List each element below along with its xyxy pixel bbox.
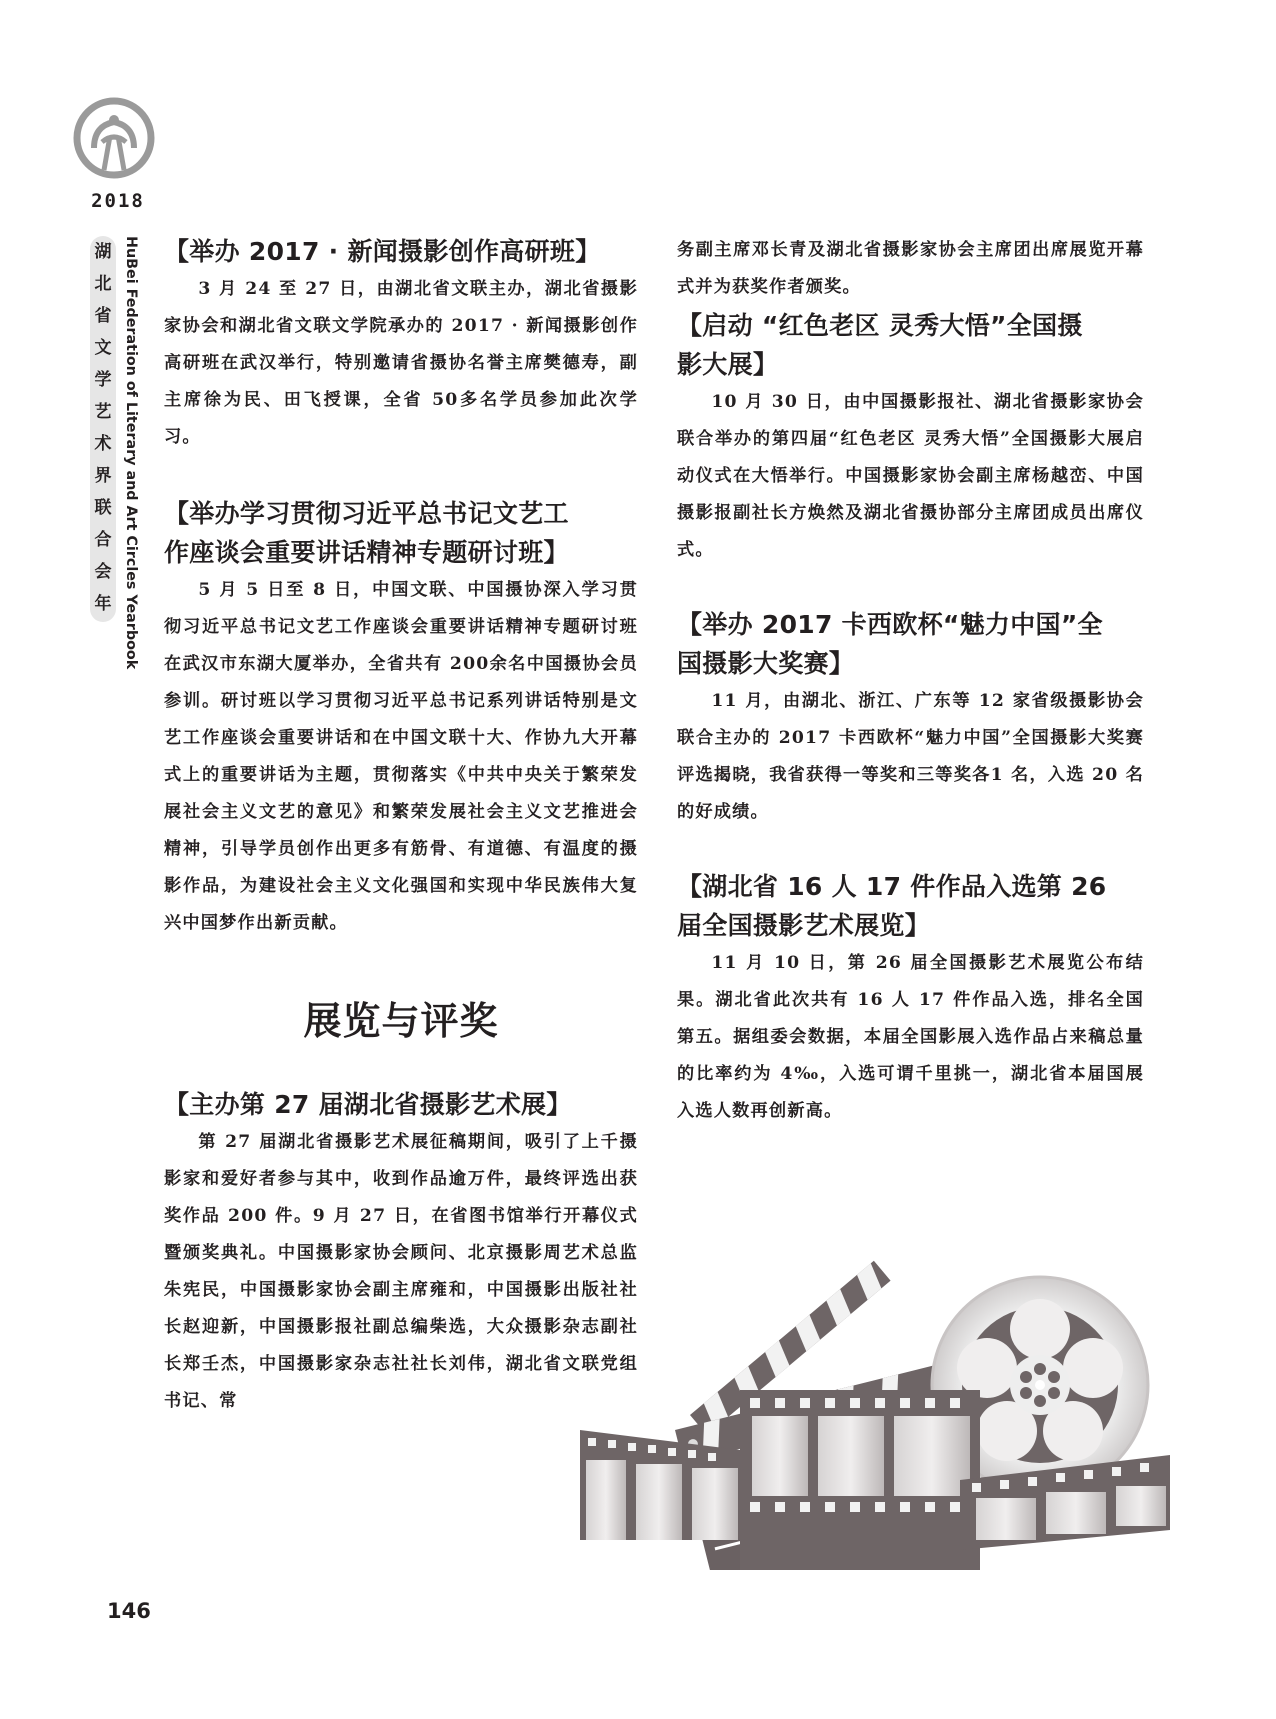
sidebar-char: 术 <box>94 434 112 454</box>
sidebar-title-english-text: HuBei Federation of Literary and Art Circles Yearbook <box>123 236 139 670</box>
sidebar-char: 合 <box>94 530 112 550</box>
article-heading: 【湖北省 16 人 17 件作品入选第 26 届全国摄影艺术展览】 <box>677 872 1107 940</box>
sidebar-char: 文 <box>94 338 112 358</box>
sidebar-char: 学 <box>94 370 112 390</box>
article-paragraph: 10 月 30 日，由中国摄影报社、湖北省摄影家协会联合举办的第四届“红色老区 灵秀大悟”全国摄影大展启动仪式在大悟举行。中国摄影家协会副主席杨越峦、中国摄影报副社长方焕然及湖北省摄协部分主席团成员出席仪式。 <box>677 392 1145 560</box>
sidebar-char: 界 <box>94 466 112 486</box>
article-paragraph: 11 月，由湖北、浙江、广东等 12 家省级摄影协会联合主办的 2017 卡西欧杯“魅力中国”全国摄影大奖赛评选揭晓，我省获得一等奖和三等奖各1 名，入选 20 名的好成绩。 <box>677 691 1145 822</box>
sidebar-char: 省 <box>94 306 112 326</box>
sidebar-char: 会 <box>94 562 112 582</box>
sidebar-char: 湖 <box>94 242 112 262</box>
left-column <box>164 232 638 1420</box>
section-title: 展览与评奖 <box>303 999 499 1043</box>
page-number: 146 <box>107 1599 151 1623</box>
sidebar-char: 联 <box>94 498 112 518</box>
article-heading: 【举办学习贯彻习近平总书记文艺工 作座谈会重要讲话精神专题研讨班】 <box>164 499 569 567</box>
article-paragraph: 3 月 24 至 27 日，由湖北省文联主办，湖北省摄影家协会和湖北省文联文学院承办的 2017 · 新闻摄影创作高研班在武汉举行，特别邀请省摄协名誉主席樊德寿，副主席徐为民、田飞授课，全省 50多名学员参加此次学习。 <box>164 279 638 447</box>
sidebar-char: 北 <box>94 274 112 294</box>
film-clapperboard-reel-filmstrip-icon <box>580 1240 1170 1570</box>
sidebar-char: 艺 <box>94 402 112 422</box>
article-paragraph: 11 月 10 日，第 26 届全国摄影艺术展览公布结果。湖北省此次共有 16 人 17 件作品入选，排名全国第五。据组委会数据，本届全国影展入选作品占来稿总量的比率约为 4‰，入选可谓千里挑一，湖北省本届国展入选人数再创新高。 <box>677 953 1144 1121</box>
yearbook-year: 2018 <box>91 190 145 212</box>
federation-emblem-icon <box>72 96 156 180</box>
article-paragraph: 5 月 5 日至 8 日，中国文联、中国摄协深入学习贯彻习近平总书记文艺工作座谈会重要讲话精神专题研讨班在武汉市东湖大厦举办，全省共有 200余名中国摄协会员参训。研讨班以学习贯彻习近平总书记系列讲话特别是文艺工作座谈会重要讲话和在中国文联十大、作协九大开幕式上的重要讲话为主题，贯彻落实《中共中央关于繁荣发展社会主义文艺的意见》和繁荣发展社会主义文艺推进会精神，引导学员创作出更多有筋骨、有道德、有温度的摄影作品，为建设社会主义文化强国和实现中华民族伟大复兴中国梦作出新贡献。 <box>164 580 639 933</box>
article-heading: 【启动 “红色老区 灵秀大悟”全国摄 影大展】 <box>677 311 1083 379</box>
article-paragraph-continued: 务副主席邓长青及湖北省摄影家协会主席团出席展览开幕式并为获奖作者颁奖。 <box>677 240 1144 297</box>
article-paragraph: 第 27 届湖北省摄影艺术展征稿期间，吸引了上千摄影家和爱好者参与其中，收到作品逾万件，最终评选出获奖作品 200 件。9 月 27 日，在省图书馆举行开幕仪式暨颁奖典礼。中国摄影家协会顾问、北京摄影周艺术总监朱宪民，中国摄影家协会副主席雍和，中国摄影出版社社长赵迎新，中国摄影报社副总编柴选，大众摄影杂志副社长郑壬杰，中国摄影家杂志社社长刘伟，湖北省文联党组书记、常 <box>164 1132 639 1411</box>
right-column <box>677 232 1144 1130</box>
article-heading: 【举办 2017 · 新闻摄影创作高研班】 <box>164 237 601 266</box>
sidebar-char: 年 <box>94 594 112 614</box>
article-heading: 【举办 2017 卡西欧杯“魅力中国”全 国摄影大奖赛】 <box>677 610 1103 678</box>
article-heading: 【主办第 27 届湖北省摄影艺术展】 <box>164 1090 572 1119</box>
sidebar-title-english <box>121 236 141 670</box>
sidebar-title-chinese <box>90 236 116 622</box>
